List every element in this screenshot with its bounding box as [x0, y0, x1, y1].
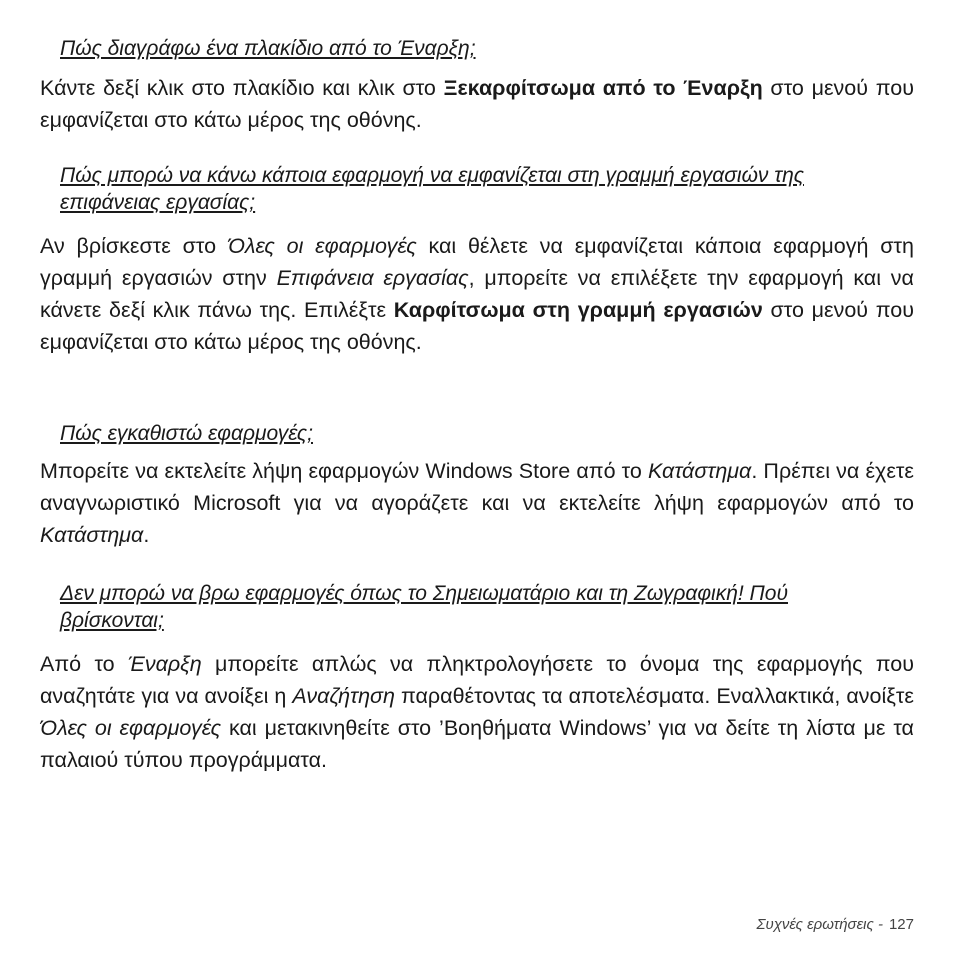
answer-text: . Πρέπει να έχετε αναγνωριστικό Microsoft για να αγοράζετε και να εκτελείτε λήψη εφαρμογών από το [40, 459, 914, 515]
unpin-from-start-term: Ξεκαρφίτσωμα από το Έναρξη [443, 76, 763, 100]
question-install-apps: Πώς εγκαθιστώ εφαρμογές; [60, 422, 313, 445]
answer-text: . [143, 523, 150, 547]
question-delete-tile: Πώς διαγράφω ένα πλακίδιο από το Έναρξη; [60, 37, 476, 60]
question-find-legacy-apps: Δεν μπορώ να βρω εφαρμογές όπως το Σημειωματάριο και τη Ζωγραφική! Πού βρίσκονται; [60, 582, 788, 632]
pin-to-taskbar-term: Καρφίτσωμα στη γραμμή εργασιών [393, 298, 763, 322]
page-footer [756, 916, 914, 933]
answer-text: στο μενού που εμφανίζεται στο κάτω μέρος της οθόνης. [40, 76, 914, 132]
answer-text: , μπορείτε να επιλέξετε την εφαρμογή και να κάνετε δεξί κλικ πάνω της. Επιλέξτε [40, 266, 914, 322]
search-term: Αναζήτηση [292, 684, 395, 708]
answer-text: Από το [40, 652, 128, 676]
all-apps-term: Όλες οι εφαρμογές [227, 234, 417, 258]
answer-taskbar-app [40, 230, 914, 358]
answer-install-apps [40, 455, 914, 551]
footer-section: Συχνές ερωτήσεις - [756, 916, 883, 933]
answer-text: μπορείτε απλώς να πληκτρολογήσετε το όνομα της εφαρμογής που αναζητάτε για να ανοίξει η [40, 652, 914, 708]
answer-text: Κάντε δεξί κλικ στο πλακίδιο και κλικ στο [40, 76, 444, 100]
store-term: Κατάστημα [40, 523, 144, 547]
answer-text: και θέλετε να εμφανίζεται κάποια εφαρμογή στη γραμμή εργασιών στην [40, 234, 914, 290]
question-taskbar-app: Πώς μπορώ να κάνω κάποια εφαρμογή να εμφανίζεται στη γραμμή εργασιών της επιφάνειας εργασίας; [60, 164, 804, 214]
answer-text: παραθέτοντας τα αποτελέσματα. Εναλλακτικά, ανοίξτε [394, 684, 914, 708]
answer-delete-tile [40, 72, 914, 136]
store-term: Κατάστημα [647, 459, 752, 483]
answer-find-legacy-apps [40, 648, 914, 776]
answer-text: Αν βρίσκεστε στο [40, 234, 228, 258]
desktop-term: Επιφάνεια εργασίας [276, 266, 469, 290]
answer-text: στο μενού που εμφανίζεται στο κάτω μέρος της οθόνης. [40, 298, 914, 354]
all-apps-term: Όλες οι εφαρμογές [40, 716, 222, 740]
answer-text: Μπορείτε να εκτελείτε λήψη εφαρμογών Windows Store από το [40, 459, 648, 483]
page-number: 127 [888, 916, 914, 933]
start-term: Έναρξη [127, 652, 202, 676]
answer-text: και μετακινηθείτε στο ’Βοηθήματα Windows’ για να δείτε τη λίστα με τα παλαιού τύπου προγράμματα. [40, 716, 914, 772]
